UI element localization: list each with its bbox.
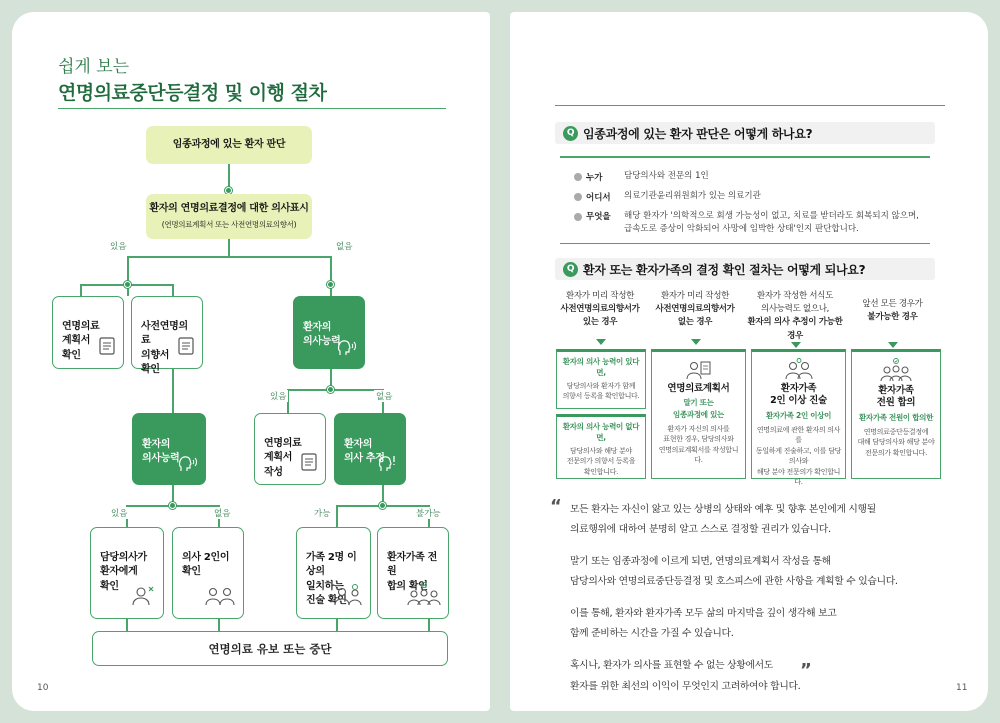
column-3-header: 환자가 작성한 서식도 의사능력도 없으나, 환자의 의사 추정이 가능한 경우 xyxy=(747,291,843,341)
quote-open-mark: “ xyxy=(550,496,562,517)
branch-yes3-label: 있음 xyxy=(111,509,128,519)
branch-no2-label: 없음 xyxy=(376,392,393,402)
family-check-icon xyxy=(880,358,912,382)
card-family-agreement: 환자가족 전원 합의 환자가족 전원이 합의한 연명의료중단등결정에 대해 담당의사와 해당 분야 전문의가 확인합니다. xyxy=(851,349,941,479)
two-doctors-box: 의사 2인이 확인 xyxy=(172,527,244,619)
title-divider xyxy=(58,108,446,109)
capacity-left-box: 환자의 의사능력 xyxy=(132,413,206,485)
doctor-icon xyxy=(130,584,156,612)
doctor-confirm-box: 담당의사가 환자에게 확인 xyxy=(90,527,164,619)
quote-paragraph: 말기 또는 임종과정에 이르게 되면, 연명의료계획서 작성을 통해 담당의사와 연명의료중단등결정 및 호스피스에 관한 사항을 계획할 수 있습니다. xyxy=(570,556,898,588)
right-divider xyxy=(555,105,945,106)
branch-yes2-label: 있음 xyxy=(270,392,287,402)
plan-write-box: 연명의료 계획서 작성 xyxy=(254,413,326,485)
page-title: 연명의료중단등결정 및 이행 절차 xyxy=(58,82,327,104)
family-icon xyxy=(784,358,814,380)
family-icon xyxy=(333,584,363,612)
final-decision-box: 연명의료 유보 또는 중단 xyxy=(92,631,448,666)
question-1-answer xyxy=(560,156,930,244)
family-icon xyxy=(685,358,713,380)
document-icon xyxy=(300,452,318,478)
branch-impossible-label: 불가능 xyxy=(416,509,441,519)
document-icon xyxy=(98,336,116,362)
column-4-header: 앞선 모든 경우가 불가능한 경우 xyxy=(862,299,923,323)
card-life-sustaining-plan: 연명의료계획서 말기 또는 임종과정에 있는 환자가 자신의 의사를 표현한 경우, 담당의사와 연명의료계획서를 작성합니다. xyxy=(651,349,746,479)
document-icon xyxy=(177,336,195,362)
speech-head-icon xyxy=(377,453,399,479)
two-doctors-icon xyxy=(204,584,236,612)
quote-paragraph: 모든 환자는 자신이 앓고 있는 상병의 상태와 예후 및 향후 본인에게 시행될 의료행위에 대하여 분명히 알고 스스로 결정할 권리가 있습니다. xyxy=(570,504,876,536)
capacity-right-box: 환자의 의사능력 xyxy=(293,296,365,369)
question-1-header: Q 임종과정에 있는 환자 판단은 어떻게 하나요? xyxy=(555,122,935,144)
patient-judgement-box: 임종과정에 있는 환자 판단 xyxy=(146,126,312,164)
card-advance-directive-incapable: 환자의 의사 능력이 없다면, 담당의사와 해당 분야 전문의가 의향서 등록을 확인합니다. xyxy=(556,414,646,479)
column-1-header: 환자가 미리 작성한 사전연명의료의향서가 있는 경우 xyxy=(560,291,640,328)
page-number-left: 10 xyxy=(37,683,49,693)
family-check-icon xyxy=(407,582,441,612)
page-number-right: 11 xyxy=(956,683,968,693)
branch-yes-label: 있음 xyxy=(110,242,127,252)
qa-row-who: 누가 담당의사와 전문의 1인 xyxy=(574,170,922,183)
quote-paragraph: 이를 통해, 환자와 환자가족 모두 삶의 마지막을 깊이 생각해 보고 함께 준비하는 시간을 가질 수 있습니다. xyxy=(570,608,837,640)
branch-possible-label: 가능 xyxy=(314,509,331,519)
branch-no-label: 없음 xyxy=(336,242,353,252)
qa-row-where: 어디서 의료기관윤리위원회가 있는 의료기관 xyxy=(574,190,922,203)
family-agreement-box: 환자가족 전원 합의 확인 xyxy=(377,527,449,619)
q-icon: Q xyxy=(563,262,578,277)
question-2-header: Q 환자 또는 환자가족의 결정 확인 절차는 어떻게 되나요? xyxy=(555,258,935,280)
family-statement-box: 가족 2명 이상의 일치하는 진술 확인 xyxy=(296,527,371,619)
intent-presume-box: 환자의 의사 추정 xyxy=(334,413,406,485)
column-2-header: 환자가 미리 작성한 사전연명의료의향서가 없는 경우 xyxy=(655,291,735,328)
page-subtitle: 쉽게 보는 xyxy=(58,57,130,77)
quote-paragraph: 혹시나, 환자가 의사를 표현할 수 없는 상황에서도 환자를 위한 최선의 이익이 무엇인지 고려하여야 합니다. xyxy=(570,660,801,692)
card-advance-directive-capable: 환자의 의사 능력이 있다면, 담당의사와 환자가 함께 의향서 등록을 확인합니다. xyxy=(556,349,646,409)
q-icon: Q xyxy=(563,126,578,141)
qa-row-what: 무엇을 해당 환자가 '의학적으로 회생 가능성이 없고, 치료를 받더라도 회복되지 않으며, 급속도로 증상이 악화되어 사망에 임박한 상태'인지 판단합니다. xyxy=(574,210,922,236)
speech-head-icon xyxy=(177,453,199,479)
quote-text xyxy=(560,500,950,709)
plan-check-box: 연명의료 계획서 확인 xyxy=(52,296,124,369)
card-family-statement: 환자가족 2인 이상 진술 환자가족 2인 이상이 연명의료에 관한 환자의 의사를 동일하게 진술하고, 이를 담당의사와 해당 분야 전문의가 확인합니다. xyxy=(751,349,846,479)
speech-head-icon xyxy=(336,337,358,363)
intent-box: 환자의 연명의료결정에 대한 의사표시 (연명의료계획서 또는 사전연명의료의향서) xyxy=(146,194,312,239)
left-page xyxy=(12,12,490,711)
branch-no3-label: 없음 xyxy=(214,509,231,519)
right-page xyxy=(510,12,988,711)
advance-directive-check-box: 사전연명의료 의향서 확인 xyxy=(131,296,203,369)
quote-close-mark: ” xyxy=(800,660,812,681)
